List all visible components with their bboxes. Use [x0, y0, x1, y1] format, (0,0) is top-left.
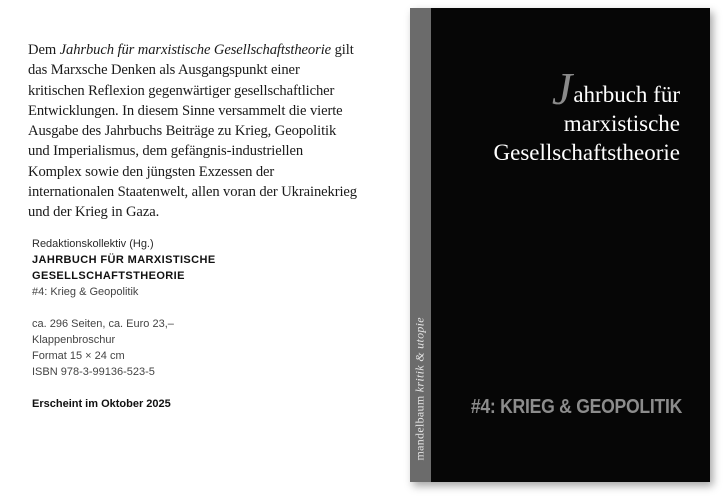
cover-front: [431, 8, 710, 482]
series-title-line-2: GESELLSCHAFTSTHEORIE: [32, 270, 185, 282]
blurb-intro: Dem: [28, 42, 60, 58]
spacer: [32, 380, 272, 396]
book-spine: [410, 8, 431, 482]
book-cover: [410, 8, 710, 482]
isbn: ISBN 978-3-99136-523-5: [32, 366, 155, 378]
pages-price: ca. 296 Seiten, ca. Euro 23,–: [32, 318, 174, 330]
cover-title-line-1: [494, 63, 680, 114]
description-text: [28, 40, 358, 223]
book-metadata: [32, 236, 272, 412]
title-line-1-rest: ahrbuch für: [573, 82, 680, 107]
cover-title-line-2: marxistische: [563, 111, 680, 136]
journal-title-italic: Jahrbuch für marxistische Gesellschaftstheorie: [59, 42, 332, 58]
editor-line: Redaktionskollektiv (Hg.): [32, 238, 154, 250]
spine-publisher: mandelbaum: [412, 392, 427, 461]
book-format: Format 15 × 24 cm: [32, 350, 125, 362]
cover-issue-label: #4: KRIEG & GEOPOLITIK: [470, 396, 682, 418]
binding-type: Klappenbroschur: [32, 334, 116, 346]
cover-title-line-3: Gesellschaftstheorie: [493, 140, 680, 165]
series-title-line-1: JAHRBUCH FÜR MARXISTISCHE: [32, 254, 216, 266]
spine-label: [413, 317, 428, 460]
title-initial-letter: J: [551, 63, 573, 114]
cover-title: [493, 63, 680, 167]
release-date: Erscheint im Oktober 2025: [32, 398, 171, 410]
issue-subtitle: #4: Krieg & Geopolitik: [32, 286, 139, 298]
spine-series: kritik & utopie: [412, 317, 427, 393]
blurb-body: gilt das Marxsche Denken als Ausgangspunkt einer kritischen Reflexion gegenwärtiger gesellschaftlicher Entwicklungen. In diesem Sinne versammelt die vierte Ausgabe des Jahrbuchs Beiträge zu Krieg, Geopolitik und Imperialismus, dem gefängnis-industriellen Komplex sowie den jüngsten Exzessen der internationalen Staatenwelt, allen voran der Ukrainekrieg und der Krieg in Gaza.: [28, 42, 358, 221]
spacer: [32, 300, 272, 316]
